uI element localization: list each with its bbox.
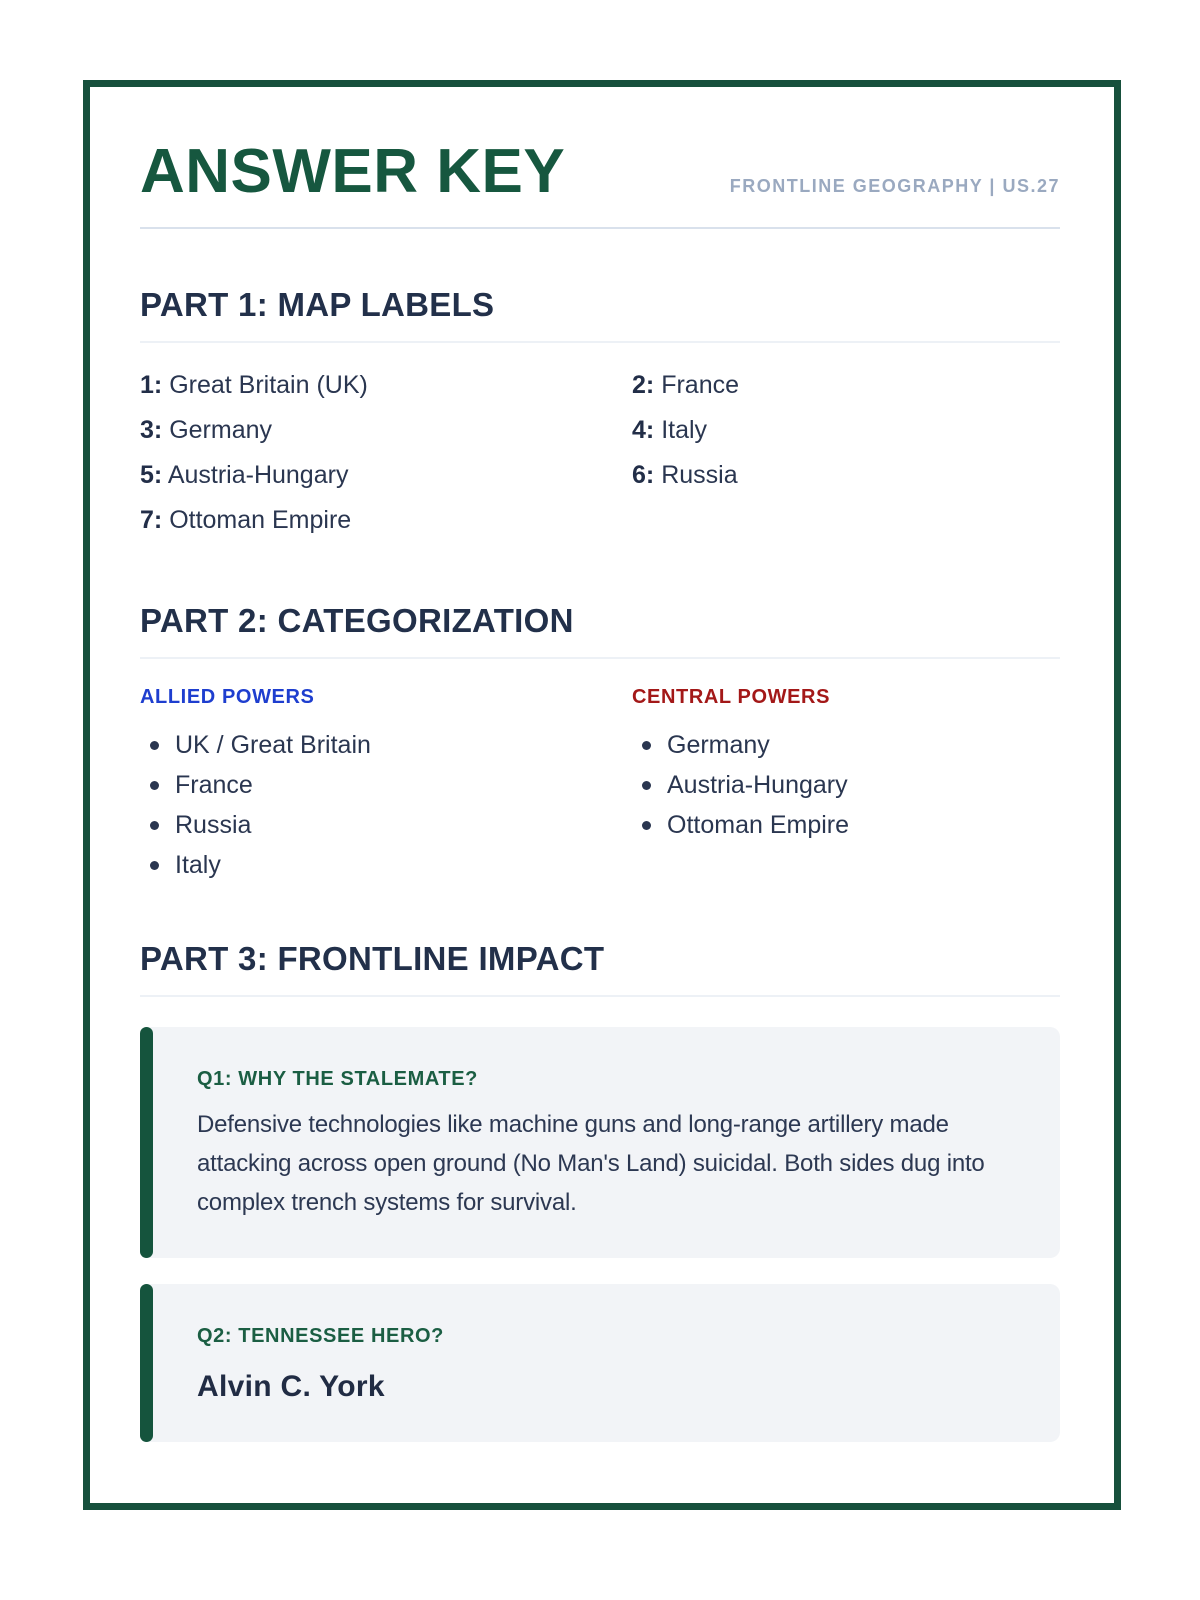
category-item: France — [140, 765, 632, 805]
part3-divider — [140, 995, 1060, 997]
map-label-item — [632, 453, 1060, 498]
map-label-number: 3: — [140, 416, 163, 444]
category-title: CENTRAL POWERS — [632, 686, 831, 708]
map-labels-grid — [140, 363, 1060, 543]
map-label-number: 1: — [140, 371, 163, 399]
map-label-value: France — [661, 371, 739, 399]
answers-list — [140, 1027, 1060, 1442]
map-label-number: 7: — [140, 506, 163, 534]
part2-divider — [140, 657, 1060, 659]
category-item: Austria-Hungary — [632, 765, 1060, 805]
map-label-item — [140, 453, 632, 498]
category-item: Germany — [632, 725, 1060, 765]
map-label-value: Austria-Hungary — [167, 461, 349, 489]
question-label: Q2: TENNESSEE HERO? — [197, 1325, 444, 1347]
answer-text: Alvin C. York — [197, 1370, 385, 1403]
answer-text: Defensive technologies like machine guns and long-range artillery made attacking across open ground (No Man's Land) suicidal. Both sides dug into complex trench systems for survival. — [197, 1111, 985, 1216]
category-item: Russia — [140, 805, 632, 845]
map-label-number: 4: — [632, 416, 655, 444]
categorization-grid — [140, 683, 1060, 885]
category-list — [140, 725, 632, 885]
map-label-item — [632, 363, 1060, 408]
map-label-number: 6: — [632, 461, 655, 489]
worksheet-frame — [83, 80, 1121, 1510]
page-subtitle: FRONTLINE GEOGRAPHY | US.27 — [729, 176, 1060, 196]
question-label: Q1: WHY THE STALEMATE? — [197, 1068, 478, 1090]
category-item: UK / Great Britain — [140, 725, 632, 765]
header-divider — [140, 227, 1060, 229]
category-column — [632, 683, 1060, 885]
map-label-item — [140, 498, 632, 543]
map-label-value: Russia — [661, 461, 738, 489]
answer-box — [140, 1284, 1060, 1442]
map-label-value: Italy — [661, 416, 708, 444]
map-label-value: Germany — [169, 416, 272, 444]
answer-accent-bar — [140, 1027, 153, 1258]
part1-divider — [140, 341, 1060, 343]
map-label-item — [140, 408, 632, 453]
map-label-value: Ottoman Empire — [169, 506, 352, 534]
map-label-item — [140, 363, 632, 408]
category-item: Italy — [140, 845, 632, 885]
header — [140, 137, 1060, 207]
answer-accent-bar — [140, 1284, 153, 1442]
category-title: ALLIED POWERS — [140, 686, 315, 708]
map-label-value: Great Britain (UK) — [169, 371, 368, 399]
category-item: Ottoman Empire — [632, 805, 1060, 845]
part3-heading: PART 3: FRONTLINE IMPACT — [140, 940, 605, 977]
answer-box — [140, 1027, 1060, 1258]
map-label-number: 2: — [632, 371, 655, 399]
worksheet-content — [90, 87, 1060, 1442]
part2-heading: PART 2: CATEGORIZATION — [140, 602, 574, 639]
category-column — [140, 683, 632, 885]
page-title: ANSWER KEY — [140, 137, 566, 206]
map-label-number: 5: — [140, 461, 163, 489]
map-label-item — [632, 408, 1060, 453]
category-list — [632, 725, 1060, 845]
part1-heading: PART 1: MAP LABELS — [140, 286, 495, 323]
